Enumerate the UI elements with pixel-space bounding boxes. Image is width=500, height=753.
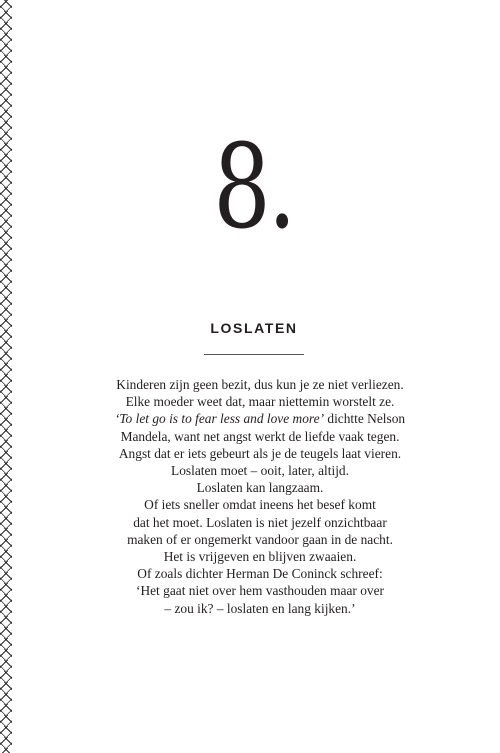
poem-quote: ‘To let go is to fear less and love more’: [114, 411, 325, 427]
poem-line: Elke moeder weet dat, maar niettemin worstelt ze.: [125, 394, 395, 410]
poem-line: ‘Het gaat niet over hem vasthouden maar over: [135, 583, 384, 599]
poem-line: Of zoals dichter Herman De Coninck schreef:: [137, 566, 383, 582]
poem-line-rest: dichtte Nelson: [324, 411, 406, 427]
poem-line: Of iets sneller omdat ineens het besef komt: [144, 497, 376, 513]
chapter-number: 8.: [213, 120, 294, 255]
poem-line: maken of er ongemerkt vandoor gaan in de nacht.: [127, 531, 393, 547]
poem-line: Kinderen zijn geen bezit, dus kun je ze niet verliezen.: [116, 377, 404, 392]
poem-line: dat het moet. Loslaten is niet jezelf onzichtbaar: [133, 514, 387, 530]
poem-line: Loslaten kan langzaam.: [196, 480, 324, 496]
chapter-title: LOSLATEN: [210, 320, 298, 336]
title-divider: [204, 354, 304, 355]
poem-line: Mandela, want net angst werkt de liefde vaak tegen.: [120, 428, 400, 444]
poem-line: Loslaten moet – ooit, later, altijd.: [171, 463, 349, 479]
poem-line: [10, 410, 500, 427]
poem-text: [10, 376, 500, 617]
poem-line: Angst dat er iets gebeurt als je de teugels laat vieren.: [118, 445, 402, 461]
poem-line: – zou ik? – loslaten en lang kijken.’: [164, 600, 356, 616]
poem-line: Het is vrijgeven en blijven zwaaien.: [163, 549, 357, 565]
